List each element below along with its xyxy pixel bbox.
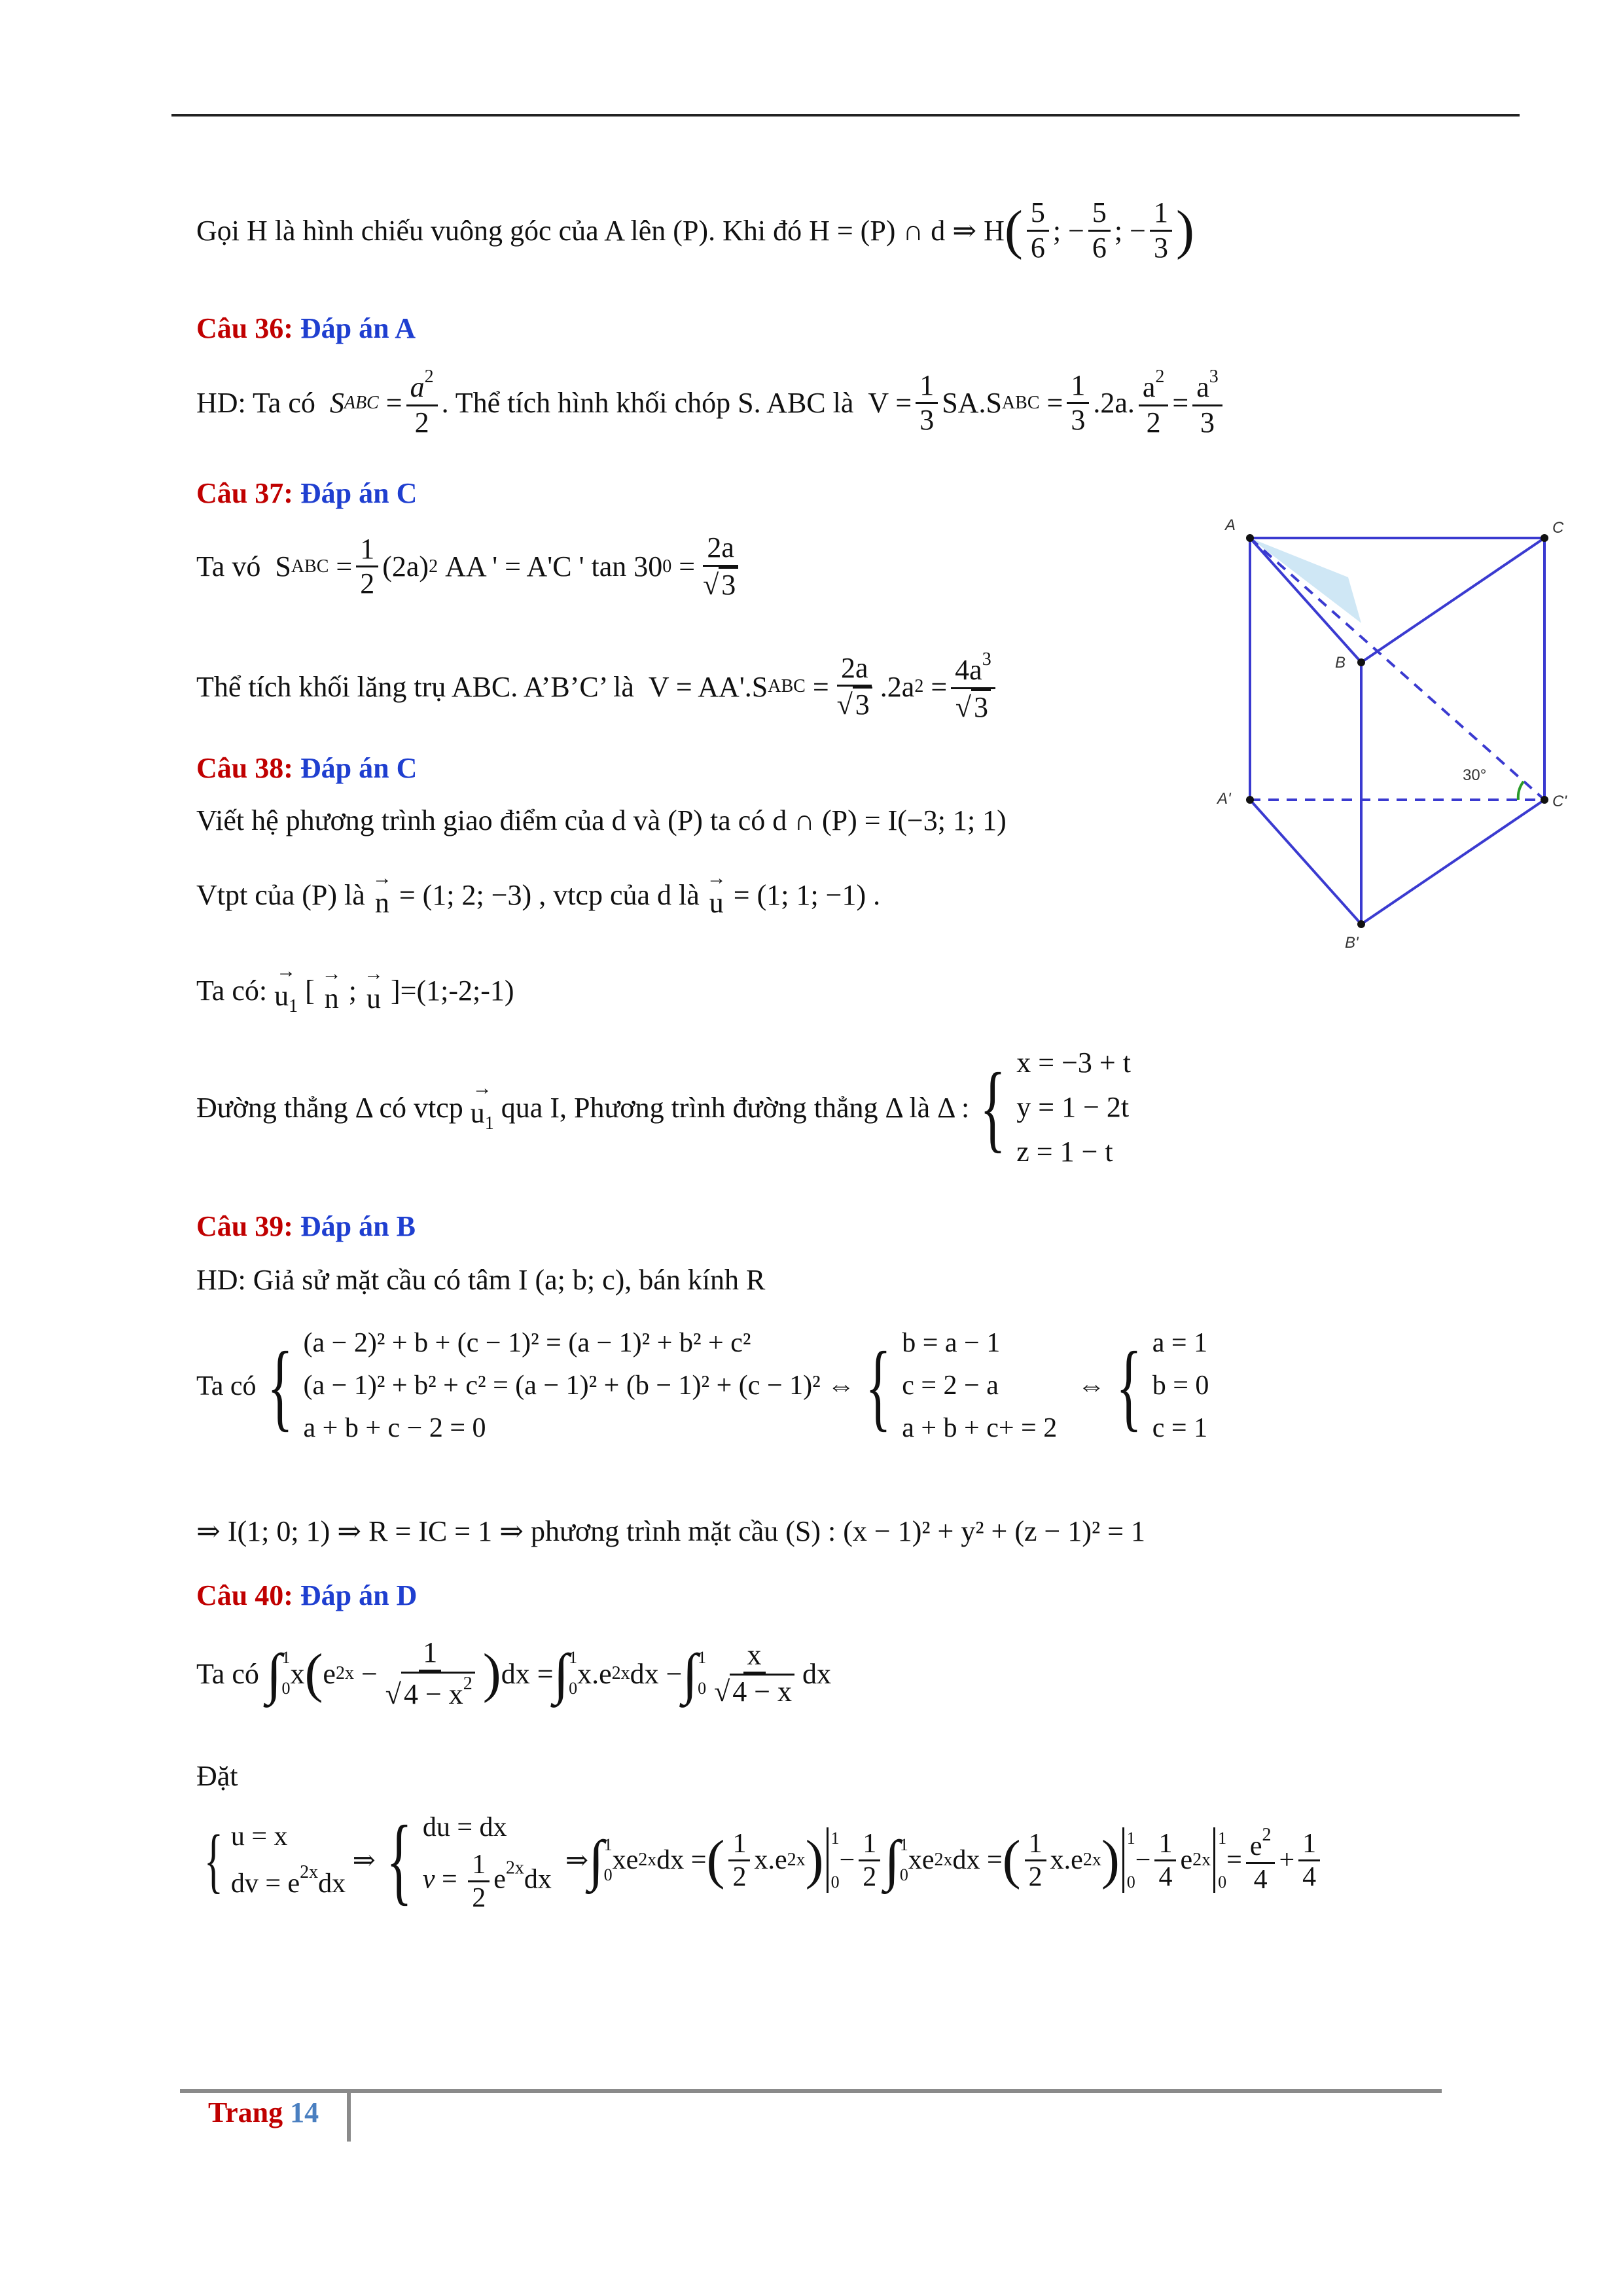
projection-text: Gọi H là hình chiếu vuông góc của A lên (P). Khi đó H = (P) ∩ d ⇒ H (196, 214, 1005, 247)
label-c: C (1552, 519, 1564, 537)
footer-rule (180, 2089, 1442, 2093)
q39-result: ⇒ I(1; 0; 1) ⇒ R = IC = 1 ⇒ phương trình mặt cầu (S) : (x − 1)² + y² + (z − 1)² = 1 (196, 1515, 1146, 1547)
label-a1: A' (1217, 790, 1231, 808)
q37-line1: Ta vó S ABC = $\frac{1}{2}$ (2a) 2 AA ' = A'C ' tan 30 0 = 2a √ 3 (196, 531, 746, 601)
prism-figure (1211, 511, 1577, 956)
q37-heading: Câu 37: Đáp án C (196, 477, 418, 509)
label-b: B (1335, 654, 1346, 672)
edge-bc (1361, 538, 1544, 662)
q36-solution: HD: Ta có S ABC = $\frac{a^2}{2}$ . Thể tích hình khối chóp S. ABC là V = $\frac{1}{3}$ SA.S ABC = $\frac{1}{3}$ .2a. $\frac{a^2}{2}$ = $\frac{a^3}{3}$ (196, 367, 1226, 439)
q40-substitution: { u = x dv = $e^{2x}dx$ ⇒ { du = dx v = $\frac{1}{2}$ $e^{2x}dx$ ⇒ ∫ 1 0 xe 2x dx = ( $\frac{1}{2}$ x.e 2x ) 1 0 − $\frac{1}{2}$ ∫ 1 0 xe 2x dx = ( $\frac{1}{2}$ x.e 2x ) 1 0 − $\frac{1}{4}$ e 2x 1 0 = $\frac{e^2}{4}$ + $\frac{1}{4}$ (196, 1806, 1324, 1914)
shaded-triangle (1250, 538, 1361, 623)
angle-arc (1518, 781, 1524, 800)
projection-line: Gọi H là hình chiếu vuông góc của A lên (P). Khi đó H = (P) ∩ d ⇒ H ( $\frac{5}{6}$ ; − $\frac{5}{6}$ ; − $\frac{1}{3}$ ) (196, 196, 1194, 264)
q40-line1: Ta có ∫ 1 0 x ( e 2x − 1 √ $4 - x^2$ ) dx = ∫ 1 0 x.e 2x dx − ∫ 1 0 x √ 4 − x dx (196, 1636, 832, 1710)
label-angle: 30° (1463, 766, 1487, 784)
page-number: Trang 14 (208, 2096, 319, 2128)
q39-heading: Câu 39: Đáp án B (196, 1210, 416, 1242)
q38-line2: Vtpt của (P) là → n = (1; 2; −3) , vtcp của d là → u = (1; 1; −1) . (196, 867, 881, 919)
q38-heading: Câu 38: Đáp án C (196, 752, 418, 784)
q40-heading: Câu 40: Đáp án D (196, 1579, 418, 1611)
q40-dat: Đặt (196, 1760, 238, 1792)
q38-line1: Viết hệ phương trình giao điểm của d và (P) ta có d ∩ (P) = I(−3; 1; 1) (196, 804, 1007, 836)
q39-systems: Ta có { (a − 2)² + b + (c − 1)² = (a − 1)² + b² + c² (a − 1)² + b² + c² = (a − 1)² + (b − 1)² + (c − 1)² a + b + c − 2 = 0 ⇔ { b = a − 1 c = 2 − a a + b + c+ = 2 ⇔ { a = 1 b = 0 c = 1 (196, 1328, 1209, 1444)
edge-b1c1 (1361, 800, 1544, 924)
q39-hd: HD: Giả sử mặt cầu có tâm I (a; b; c), bán kính R (196, 1264, 766, 1296)
footer-divider (347, 2089, 351, 2142)
label-a: A (1225, 516, 1236, 534)
label-c1: C' (1552, 793, 1567, 810)
header-rule (171, 114, 1520, 117)
edge-a1b1 (1250, 800, 1361, 924)
q37-line2: Thể tích khối lăng trụ ABC. A’B’C’ là V = AA'.S ABC = 2a √ 3 .2a 2 = $4a^3$ √ 3 (196, 649, 999, 724)
q36-heading: Câu 36: Đáp án A (196, 312, 416, 344)
hidden-diagonal-ac1 (1250, 538, 1544, 800)
q38-line4: Đường thẳng Δ có vtcp → $u_1$ qua I, Phương trình đường thẳng Δ là Δ : { x = −3 + t y = 1 − 2t z = 1 − t (196, 1041, 1131, 1175)
q38-line3: Ta có: → $u_1$ [ → n ; → u ] =(1;-2;-1) (196, 960, 514, 1016)
label-b1: B' (1345, 934, 1359, 952)
q38-system: x = −3 + t y = 1 − 2t z = 1 − t (1016, 1047, 1131, 1168)
